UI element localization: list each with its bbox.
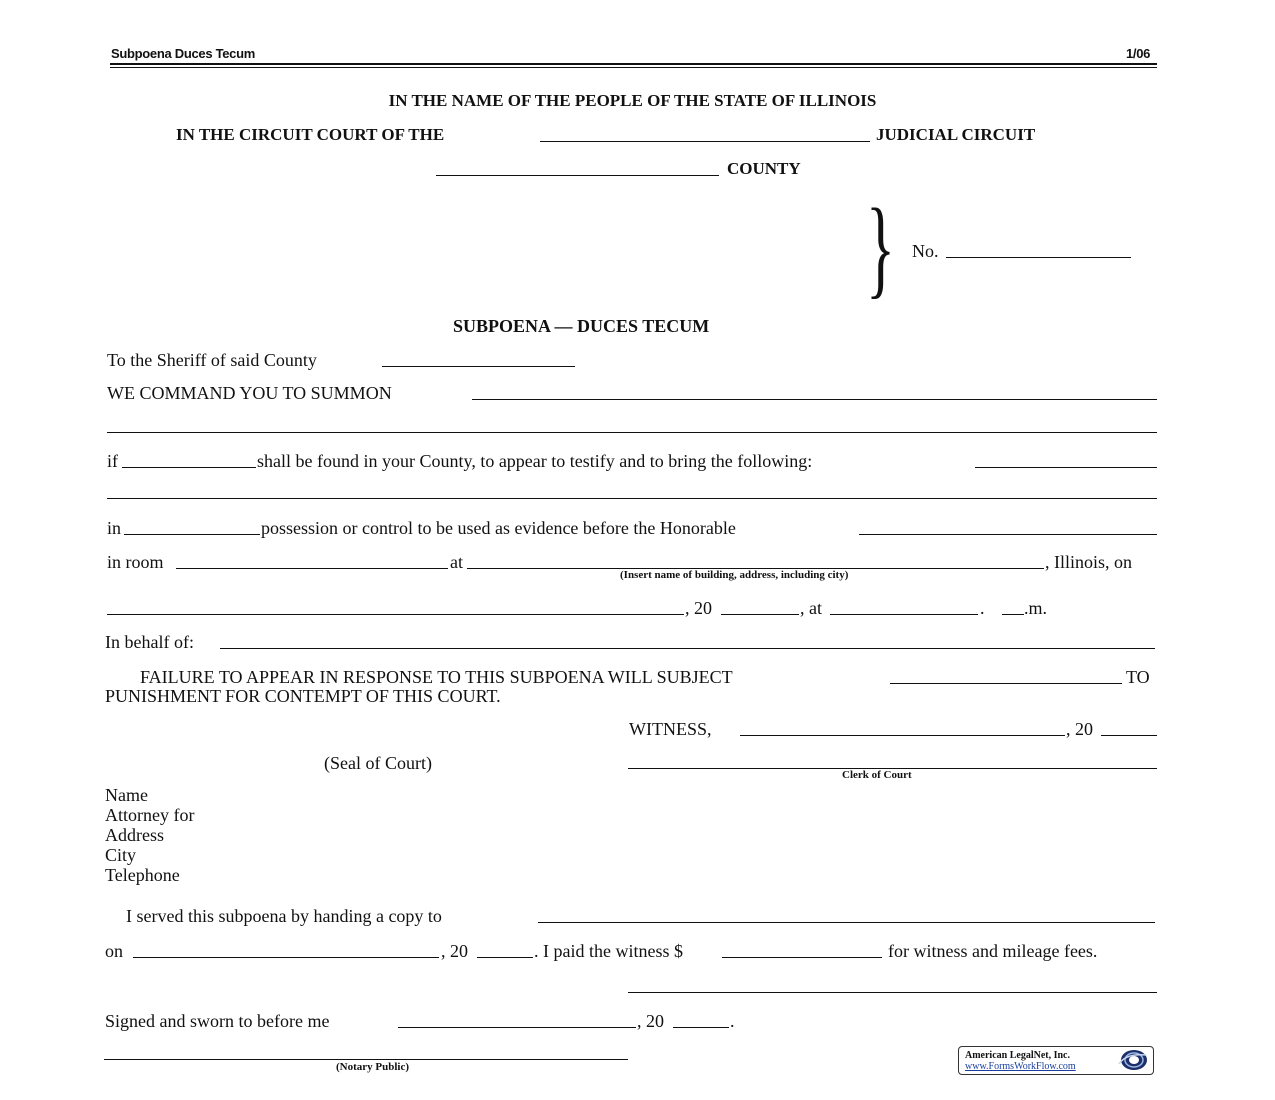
- failure-to: TO: [1126, 667, 1150, 687]
- service-text: I served this subpoena by handing a copy to: [126, 906, 442, 926]
- sworn-year-prefix: , 20: [637, 1011, 664, 1031]
- court-suffix: JUDICIAL CIRCUIT: [876, 125, 1036, 144]
- command-text: WE COMMAND YOU TO SUMMON: [107, 383, 392, 403]
- notary-caption: (Notary Public): [336, 1061, 410, 1073]
- am-pm-field[interactable]: [1002, 614, 1024, 615]
- service-year-prefix: , 20: [441, 941, 468, 961]
- form-version: 1/06: [1126, 46, 1151, 61]
- sheriff-county-field[interactable]: [382, 366, 575, 367]
- m-suffix: .m.: [1024, 598, 1048, 618]
- judge-field[interactable]: [859, 534, 1157, 535]
- time-dot: .: [980, 598, 985, 618]
- at-time-label: , at: [800, 598, 822, 618]
- year-prefix: , 20: [685, 598, 712, 618]
- logo-company-name: American LegalNet, Inc.: [965, 1050, 1070, 1061]
- at-label: at: [450, 552, 463, 572]
- server-signature-field[interactable]: [628, 992, 1157, 993]
- summon-name-field[interactable]: [472, 399, 1157, 400]
- attorney-for-label: Attorney for: [105, 805, 195, 825]
- county-field[interactable]: [436, 175, 719, 176]
- sworn-date-field[interactable]: [398, 1027, 636, 1028]
- paid-text: . I paid the witness $: [534, 941, 683, 961]
- sworn-year-field[interactable]: [673, 1027, 729, 1028]
- served-person-field[interactable]: [538, 922, 1155, 923]
- attorney-city-label: City: [105, 845, 137, 865]
- case-no-label: No.: [912, 241, 939, 261]
- attorney-address-label: Address: [105, 825, 164, 845]
- globe-icon: [1116, 1048, 1150, 1072]
- fee-amount-field[interactable]: [722, 957, 882, 958]
- form-title: SUBPOENA — DUCES TECUM: [453, 316, 710, 336]
- possession-field[interactable]: [124, 534, 260, 535]
- sheriff-text: To the Sheriff of said County: [107, 350, 317, 370]
- header-rule: [110, 63, 1157, 65]
- logo-url-link[interactable]: www.FormsWorkFlow.com: [965, 1061, 1076, 1072]
- seal-of-court: (Seal of Court): [324, 753, 432, 773]
- in-room-label: in room: [107, 552, 164, 572]
- sworn-text: Signed and sworn to before me: [105, 1011, 330, 1031]
- if-label: if: [107, 451, 118, 471]
- header-rule-thin: [110, 67, 1157, 68]
- building-caption: (Insert name of building, address, including city): [620, 569, 849, 581]
- form-header-title: Subpoena Duces Tecum: [111, 46, 256, 61]
- service-date-field[interactable]: [133, 957, 439, 958]
- service-year-field[interactable]: [477, 957, 533, 958]
- possession-text: possession or control to be used as evidence before the Honorable: [261, 518, 736, 538]
- fees-text: for witness and mileage fees.: [888, 941, 1098, 961]
- time-field[interactable]: [830, 614, 978, 615]
- attorney-telephone-label: Telephone: [105, 865, 180, 885]
- documents-field-2[interactable]: [107, 498, 1157, 499]
- documents-field[interactable]: [975, 467, 1157, 468]
- witness-label: WITNESS,: [629, 719, 712, 739]
- footer-logo[interactable]: [958, 1046, 1154, 1075]
- year-field[interactable]: [721, 614, 799, 615]
- case-brace: }: [866, 186, 896, 308]
- summon-name-field-2[interactable]: [107, 432, 1157, 433]
- judicial-circuit-field[interactable]: [540, 141, 870, 142]
- state-heading: IN THE NAME OF THE PEOPLE OF THE STATE OF ILLINOIS: [388, 91, 877, 110]
- room-field[interactable]: [176, 568, 448, 569]
- clerk-caption: Clerk of Court: [842, 769, 912, 781]
- county-label: COUNTY: [727, 159, 801, 178]
- in-label: in: [107, 518, 122, 538]
- sworn-end: .: [730, 1011, 735, 1031]
- failure-text-2: PUNISHMENT FOR CONTEMPT OF THIS COURT.: [105, 686, 501, 706]
- attorney-name-label: Name: [105, 785, 148, 805]
- case-number-field[interactable]: [946, 257, 1131, 258]
- behalf-field[interactable]: [220, 648, 1155, 649]
- behalf-label: In behalf of:: [105, 632, 194, 652]
- court-prefix: IN THE CIRCUIT COURT OF THE: [176, 125, 445, 144]
- witness-year-field[interactable]: [1101, 735, 1157, 736]
- failure-subject-field[interactable]: [890, 683, 1122, 684]
- failure-text-1: FAILURE TO APPEAR IN RESPONSE TO THIS SUBPOENA WILL SUBJECT: [140, 667, 733, 687]
- service-on-label: on: [105, 941, 123, 961]
- witness-year-prefix: , 20: [1066, 719, 1093, 739]
- witness-date-field[interactable]: [740, 735, 1065, 736]
- if-text: shall be found in your County, to appear to testify and to bring the following:: [257, 451, 813, 471]
- notary-signature-field[interactable]: [104, 1059, 628, 1060]
- illinois-on-text: , Illinois, on: [1045, 552, 1133, 572]
- date-field[interactable]: [107, 614, 684, 615]
- if-field[interactable]: [122, 467, 256, 468]
